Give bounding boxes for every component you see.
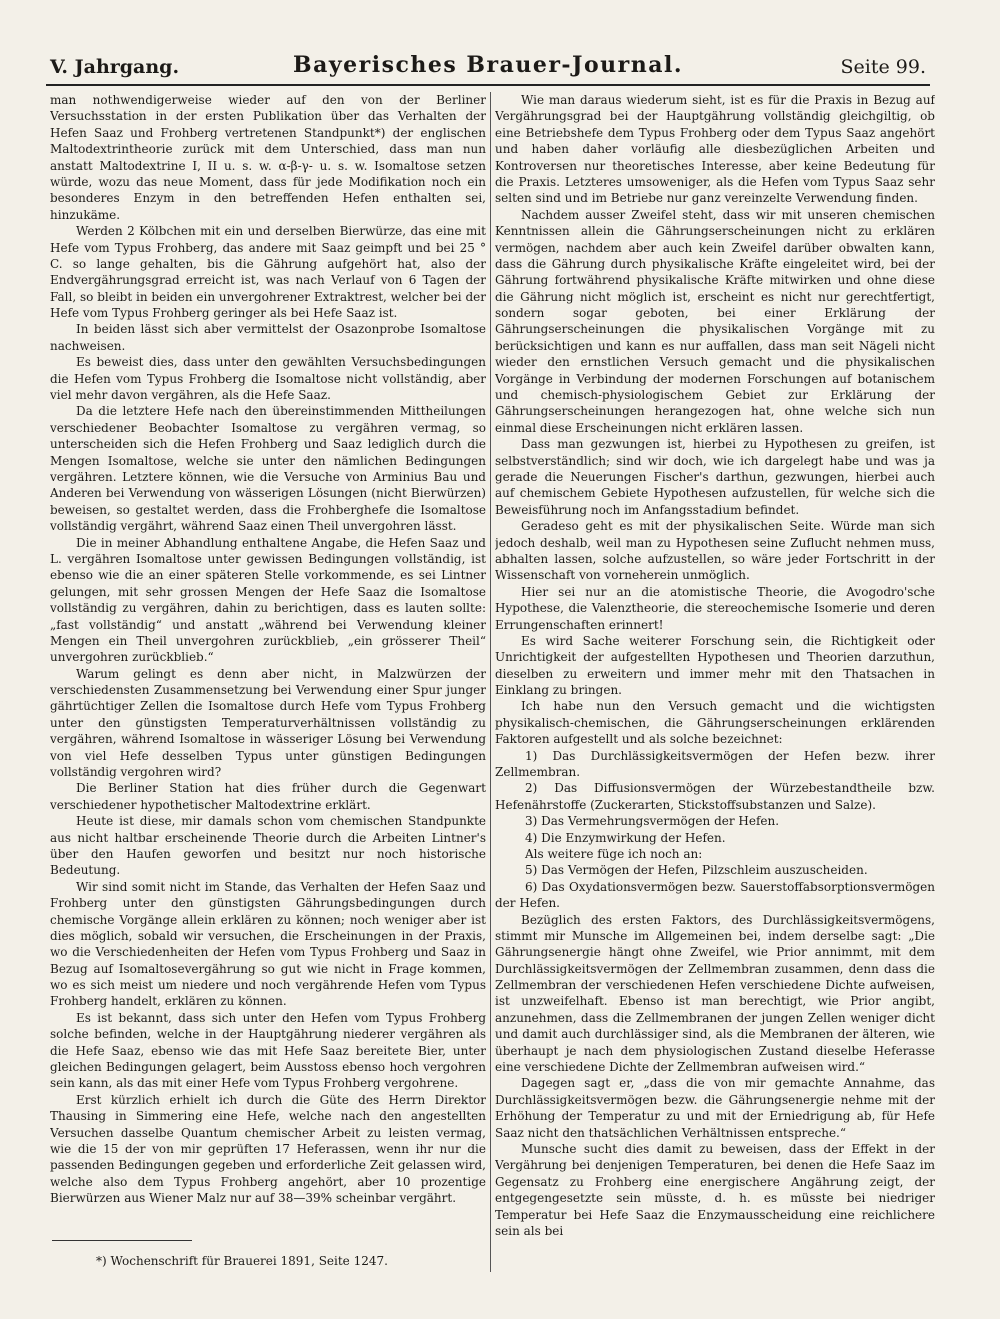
paragraph: Bezüglich des ersten Faktors, des Durchlässigkeitsvermögens, stimmt mir Munsche im Allgemeinen bei, indem derselbe sagt: „Die Gährungsenergie hängt ohne Zweifel, wie Prior annimmt, mit dem Durchlässigkeitsvermögen der Zellmembran zusammen, denn dass die Zellmembran der verschiedenen Hefen verschiedene Dichte aufweisen, ist unzweifelhaft. Ebenso ist man berechtigt, wie Prior angibt, anzunehmen, dass die Zellmembranen der jungen Zellen weniger dicht und damit auch durchlässiger sind, als die Membranen der älteren, wie überhaupt je nach dem physiologischen Zustand dieselbe Heferasse eine verschiedene Dichte der Zellmembran aufweisen wird.“ bbox=[495, 912, 935, 1075]
paragraph: Geradeso geht es mit der physikalischen Seite. Würde man sich jedoch deshalb, weil man zu Hypothesen seine Zuflucht nehmen muss, abhalten lassen, solche aufzustellen, so wäre jeder Fortschritt in der Wissenschaft von vorneherein unmöglich. bbox=[495, 519, 935, 583]
volume-label: V. Jahrgang. bbox=[50, 56, 180, 78]
paragraph: Es ist bekannt, dass sich unter den Hefen vom Typus Frohberg solche befinden, welche in der Hauptgährung niederer vergähren als die Hefe Saaz, ebenso wie das mit Hefe Saaz bereitete Bier, unter gleichen Bedingungen gelagert, beim Ausstoss ebenso hoch vergohren sein kann, als das mit einer Hefe vom Typus Frohberg vergohrene. bbox=[50, 1010, 486, 1091]
paragraph: man nothwendigerweise wieder auf den von der Berliner Versuchsstation in der ersten Publikation über das Verhalten der Hefen Saaz und Frohberg vertretenen Standpunkt*) der englischen Maltodextrintheorie zurück mit dem Unterschied, dass man nun anstatt Maltodextrine I, II u. s. w. α-β-γ- u. s. w. Isomaltose setzen würde, wozu das neue Moment, dass für jede Modifikation noch ein besonderes Enzym in den betreffenden Hefen enthalten sei, hinzukäme. bbox=[50, 93, 486, 222]
paragraph: In beiden lässt sich aber vermittelst der Osazonprobe Isomaltose nachweisen. bbox=[50, 322, 486, 353]
paragraph: Munsche sucht dies damit zu beweisen, dass der Effekt in der Vergährung bei denjenigen Temperaturen, bei denen die Hefe Saaz im Gegensatz zu Frohberg eine energischere Angährung zeigt, der entgegengesetzte sein müsste, d. h. es müsste bei niedriger Temperatur bei Hefe Saaz die Enzymausscheidung eine reichlichere sein als bei bbox=[495, 1142, 935, 1238]
footnote: *) Wochenschrift für Brauerei 1891, Seite 1247. bbox=[96, 1254, 388, 1268]
paragraph: Wir sind somit nicht im Stande, das Verhalten der Hefen Saaz und Frohberg unter den günstigsten Gährungsbedingungen durch chemische Vorgänge allein erklären zu können; noch weniger aber ist dies möglich, sobald wir versuchen, die Erscheinungen in der Praxis, wo die Verschiedenheiten der Hefen vom Typus Frohberg und Saaz in Bezug auf Isomaltosevergährung so gut wie nicht in Frage kommen, wo es sich meist um niedere und noch vergährende Hefen vom Typus Frohberg handelt, erklären zu können. bbox=[50, 879, 486, 1009]
page-header bbox=[46, 50, 930, 86]
paragraph: Da die letztere Hefe nach den übereinstimmenden Mittheilungen verschiedener Beobachter Isomaltose zu vergähren vermag, so unterscheiden sich die Hefen Frohberg und Saaz lediglich durch die Mengen Isomaltose, welche sie unter den nämlichen Bedingungen vergähren. Letztere können, wie die Versuche von Arminius Bau und Anderen bei Verwendung von wässerigen Lösungen (nicht Bierwürzen) beweisen, so gestaltet werden, dass die Frohberghefe die Isomaltose vollständig vergährt, während Saaz einen Theil unvergohren lässt. bbox=[50, 404, 486, 534]
right-column bbox=[495, 92, 935, 1242]
page-number: Seite 99. bbox=[840, 56, 926, 78]
paragraph: Nachdem ausser Zweifel steht, dass wir mit unseren chemischen Kenntnissen allein die Gährungserscheinungen nicht zu erklären vermögen, nachdem aber auch kein Zweifel darüber obwalten kann, dass die Gährung durch physikalische Kräfte eingeleitet wird, bei der Gährung fortwährend physikalische Kräfte mitwirken und ohne diese die Gährung nicht möglich ist, erscheint es nicht nur gerechtfertigt, sondern sogar geboten, bei einer Erklärung der Gährungserscheinungen die physikalischen Vorgänge mit zu berücksichtigen und kann es nur auffallen, dass man seit Nägeli nicht wieder den ernstlichen Versuch gemacht und die physikalischen Vorgänge in Verbindung der modernen Forschungen auf botanischem und chemisch-physiologischem Gebiet zur Erklärung der Gährungserscheinungen herangezogen hat, ohne welche sich nun einmal diese Erscheinungen nicht erklären lassen. bbox=[495, 207, 935, 435]
list-item: 3) Das Vermehrungsvermögen der Hefen. bbox=[525, 814, 780, 829]
paragraph: Warum gelingt es denn aber nicht, in Malzwürzen der verschiedensten Zusammensetzung bei Verwendung einer Spur junger gährtüchtiger Zellen die Isomaltose durch Hefe vom Typus Frohberg unter den günstigsten Temperaturverhältnissen vollständig zu vergähren, während Isomaltose in wässeriger Lösung bei Verwendung von viel Hefe desselben Typus unter günstigen Bedingungen vollständig vergohren wird? bbox=[50, 666, 486, 780]
list-item: 1) Das Durchlässigkeitsvermögen der Hefen bezw. ihrer Zellmembran. bbox=[495, 748, 935, 780]
column-divider bbox=[490, 92, 491, 1272]
paragraph: Die Berliner Station hat dies früher durch die Gegenwart verschiedener hypothetischer Maltodextrine erklärt. bbox=[50, 781, 486, 812]
paragraph: Wie man daraus wiederum sieht, ist es für die Praxis in Bezug auf Vergährungsgrad bei der Hauptgährung vollständig gleichgiltig, ob eine Betriebshefe dem Typus Frohberg oder dem Typus Saaz angehört und haben daher vorläufig alle diesbezüglichen Arbeiten und Kontroversen nur theoretisches Interesse, aber keine Bedeutung für die Praxis. Letzteres umsoweniger, als die Hefen vom Typus Saaz sehr selten sind und im Betriebe nur ganz vereinzelte Verwendung finden. bbox=[495, 93, 935, 206]
paragraph: Werden 2 Kölbchen mit ein und derselben Bierwürze, das eine mit Hefe vom Typus Frohberg, das andere mit Saaz geimpft und bei 25 ° C. so lange gehalten, bis die Gährung aufgehört hat, also der Endvergährungsgrad erreicht ist, was nach Verlauf von 6 Tagen der Fall, so bleibt in beiden ein unvergohrener Extraktrest, welcher bei der Hefe vom Typus Frohberg geringer als bei Hefe Saaz ist. bbox=[50, 224, 486, 321]
paragraph: Dagegen sagt er, „dass die von mir gemachte Annahme, das Durchlässigkeitsvermögen bezw. die Gährungsenergie nehme mit der Erhöhung der Temperatur zu und mit der Erniedrigung ab, für Hefe Saaz nicht den thatsächlichen Verhältnissen entspreche.“ bbox=[495, 1076, 935, 1140]
list-item: 5) Das Vermögen der Hefen, Pilzschleim auszuscheiden. bbox=[525, 863, 868, 878]
journal-title: Bayerisches Brauer-Journal. bbox=[293, 52, 683, 78]
paragraph: Es beweist dies, dass unter den gewählten Versuchsbedingungen die Hefen vom Typus Frohberg die Isomaltose nicht vollständig, aber viel mehr davon vergähren, als die Hefe Saaz. bbox=[50, 355, 486, 403]
list-item: 6) Das Oxydationsvermögen bezw. Sauerstoffabsorptionsvermögen der Hefen. bbox=[495, 879, 935, 911]
paragraph: Ich habe nun den Versuch gemacht und die wichtigsten physikalisch-chemischen, die Gährungserscheinungen erklärenden Faktoren aufgestellt und als solche bezeichnet: bbox=[495, 699, 935, 747]
paragraph: Hier sei nur an die atomistische Theorie, die Avogodro'sche Hypothese, die Valenztheorie, die stereochemische Isomerie und deren Errungenschaften erinnert! bbox=[495, 584, 935, 632]
paragraph: Die in meiner Abhandlung enthaltene Angabe, die Hefen Saaz und L. vergähren Isomaltose unter gewissen Bedingungen vollständig, ist ebenso wie die an einer späteren Stelle vorkommende, es sei Lintner gelungen, mit sehr grossen Mengen der Hefe Saaz die Isomaltose vollständig zu vergähren, dahin zu berichtigen, dass es lauten sollte: „fast vollständig“ und anstatt „während bei Verwendung kleiner Mengen ein Theil unvergohren zurückblieb, „ein grösserer Theil“ unvergohren zurückblieb.“ bbox=[50, 535, 486, 665]
footnote-rule bbox=[52, 1240, 192, 1241]
list-item: 2) Das Diffusionsvermögen der Würzebestandtheile bzw. Hefenährstoffe (Zuckerarten, Stickstoffsubstanzen und Salze). bbox=[495, 781, 935, 812]
paragraph: Als weitere füge ich noch an: bbox=[525, 846, 703, 861]
paragraph: Es wird Sache weiterer Forschung sein, die Richtigkeit oder Unrichtigkeit der aufgestellten Hypothesen und Theorien darzuthun, dieselben zu erweitern und immer mehr mit den Thatsachen in Einklang zu bringen. bbox=[495, 633, 935, 698]
paragraph: Dass man gezwungen ist, hierbei zu Hypothesen zu greifen, ist selbstverständlich; sind wir doch, wie ich dargelegt habe und was ja gerade die Neuerungen Fischer's darthun, gezwungen, hierbei auch auf chemischem Gebiete Hypothesen aufzustellen, für welche sich die Beweisführung noch im Anfangsstadium befindet. bbox=[495, 437, 935, 517]
left-column bbox=[50, 92, 486, 1242]
paragraph: Erst kürzlich erhielt ich durch die Güte des Herrn Direktor Thausing in Simmering eine Hefe, welche nach den angestellten Versuchen dasselbe Quantum chemischer Arbeit zu leisten vermag, wie die 15 der von mir geprüften 17 Heferassen, wenn ihr nur die passenden Bedingungen gegeben und erforderliche Zeit gelassen wird, welche also dem Typus Frohberg angehört, aber 10 prozentige Bierwürzen aus Wiener Malz nur auf 38—39% scheinbar vergährt. bbox=[50, 1092, 486, 1206]
list-item: 4) Die Enzymwirkung der Hefen. bbox=[525, 830, 726, 845]
paragraph: Heute ist diese, mir damals schon vom chemischen Standpunkte aus nicht haltbar erscheinende Theorie durch die Arbeiten Lintner's über den Haufen geworfen und besitzt nur noch historische Bedeutung. bbox=[50, 814, 486, 878]
